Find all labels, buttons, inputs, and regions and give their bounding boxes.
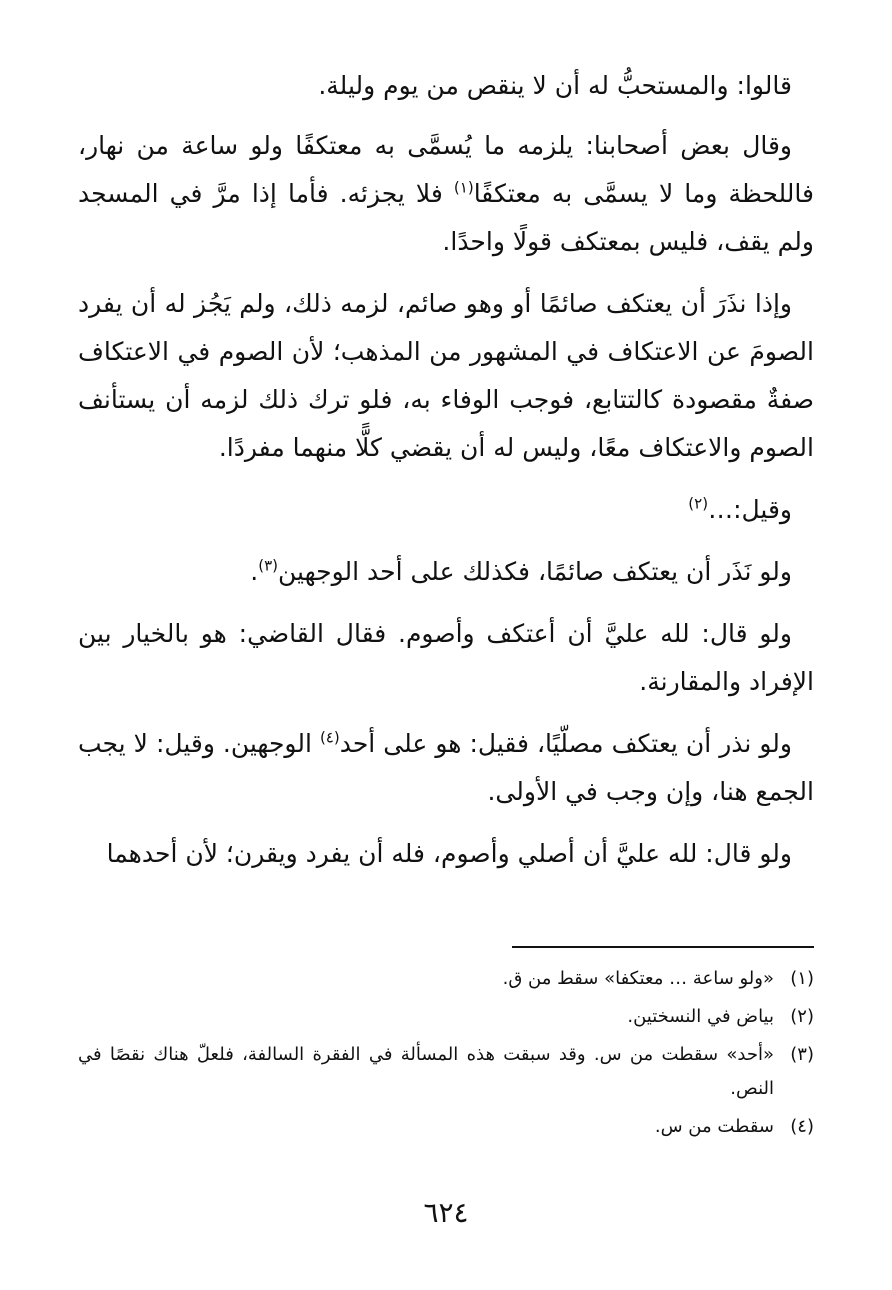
paragraph-3 <box>78 280 814 472</box>
footnote-text: بياض في النسختين. <box>627 1006 774 1027</box>
paragraph-5-text-b: . <box>250 557 259 586</box>
footnote-number: (١) <box>790 968 814 989</box>
paragraph-7 <box>78 720 814 816</box>
paragraph-8 <box>78 830 814 878</box>
paragraph-6-text: ولو قال: لله عليَّ أن أعتكف وأصوم. فقال القاضي: هو بالخيار بين الإفراد والمقارنة. <box>78 619 814 696</box>
footnote-number: (٤) <box>790 1116 814 1137</box>
footnote-marker-1[interactable]: (١) <box>453 178 474 197</box>
footnote-4 <box>78 1110 814 1144</box>
main-text <box>78 62 814 892</box>
page-number: ٦٢٤ <box>423 1196 469 1229</box>
paragraph-1 <box>78 62 814 110</box>
paragraph-4-text: وقيل:… <box>708 495 792 524</box>
footnote-separator <box>512 946 814 948</box>
footnotes <box>78 962 814 1148</box>
paragraph-4 <box>78 486 814 534</box>
footnote-2 <box>78 1000 814 1034</box>
paragraph-5 <box>78 548 814 596</box>
paragraph-3-text: وإذا نذَرَ أن يعتكف صائمًا أو وهو صائم، لزمه ذلك، ولم يَجُز له أن يفرد الصومَ عن الاعتكاف في المشهور من المذهب؛ لأن الصوم في الاعتكاف صفةٌ مقصودة كالتتابع، فوجب الوفاء به، فلو ترك ذلك لزمه أن يستأنف الصوم والاعتكاف معًا، وليس له أن يقضي كلًّا منهما مفردًا. <box>78 289 814 462</box>
paragraph-6 <box>78 610 814 706</box>
footnote-number: (٢) <box>790 1006 814 1027</box>
paragraph-2 <box>78 122 814 266</box>
footnote-text: سقطت من س. <box>654 1116 774 1137</box>
paragraph-7-text-b: الوجهين. وقيل: لا يجب الجمع هنا، وإن وجب في الأولى. <box>78 729 814 806</box>
footnote-marker-4[interactable]: (٤) <box>319 728 340 747</box>
paragraph-5-text-a: ولو نَذَر أن يعتكف صائمًا، فكذلك على أحد الوجهين <box>278 557 792 586</box>
paragraph-8-text: ولو قال: لله عليَّ أن أصلي وأصوم، فله أن يفرد ويقرن؛ لأن أحدهما <box>106 839 792 868</box>
footnote-1 <box>78 962 814 996</box>
paragraph-1-text: قالوا: والمستحبُّ له أن لا ينقص من يوم وليلة. <box>318 71 792 100</box>
footnote-marker-2[interactable]: (٢) <box>688 494 709 513</box>
paragraph-7-text-a: ولو نذر أن يعتكف مصلّيًا، فقيل: هو على أحد <box>339 729 792 758</box>
paragraph-2-text-b: فلا يجزئه. فأما إذا مرَّ في المسجد ولم يقف، فليس بمعتكف قولًا واحدًا. <box>78 179 814 256</box>
paragraph-2-text-a: وقال بعض أصحابنا: يلزمه ما يُسمَّى به معتكفًا ولو ساعة من نهار، فاللحظة وما لا يسمَّى به معتكفًا <box>78 131 814 208</box>
footnote-3 <box>78 1038 814 1106</box>
footnote-text: «ولو ساعة … معتكفا» سقط من ق. <box>502 968 774 989</box>
footnote-number: (٣) <box>790 1044 814 1065</box>
footnote-text: «أحد» سقطت من س. وقد سبقت هذه المسألة في الفقرة السالفة، فلعلّ هناك نقصًا في النص. <box>78 1044 774 1099</box>
footnote-marker-3[interactable]: (٣) <box>258 556 279 575</box>
